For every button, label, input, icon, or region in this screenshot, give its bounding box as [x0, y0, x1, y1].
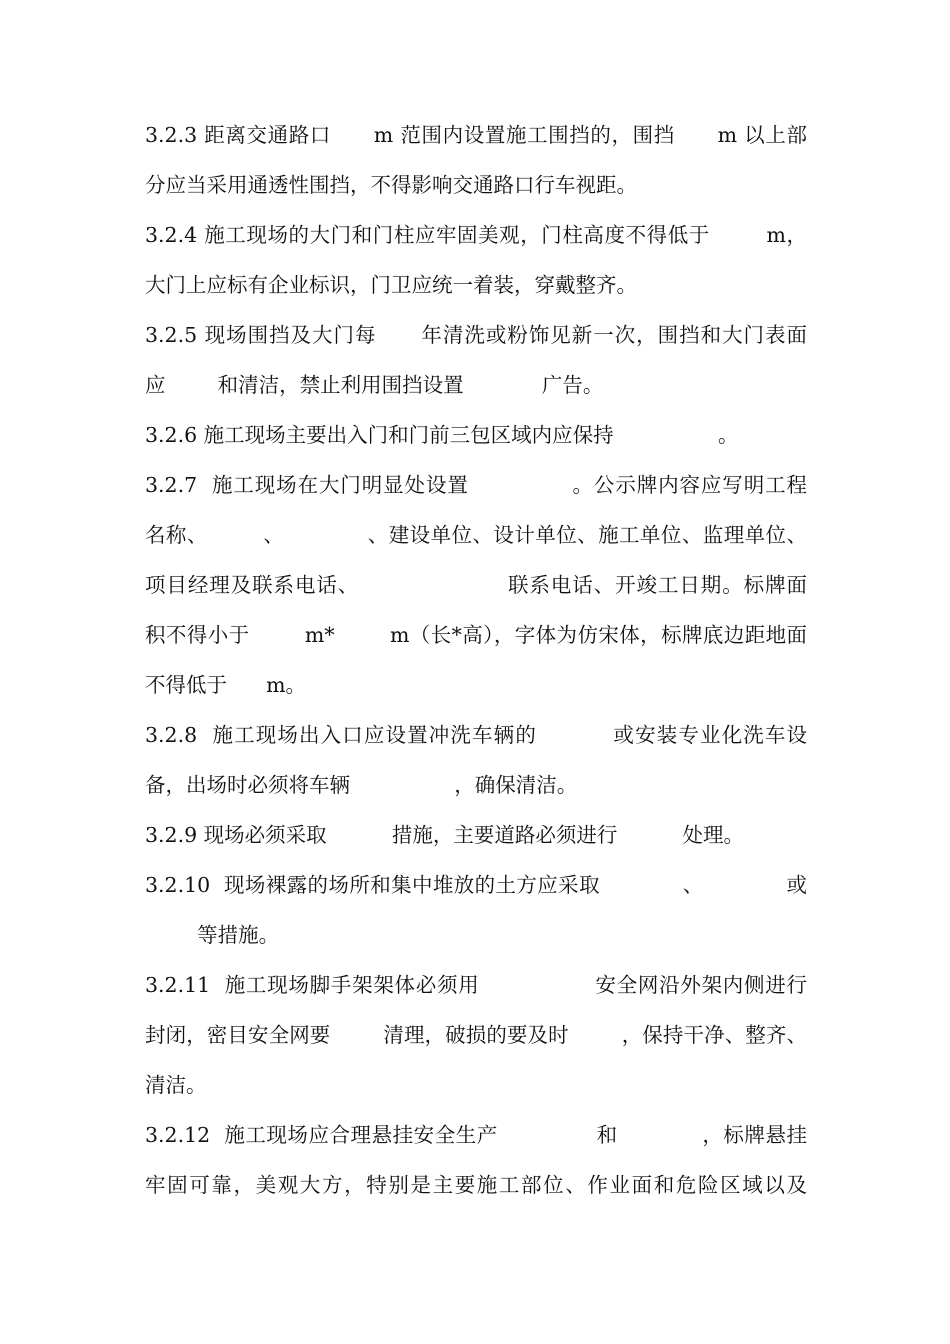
text-line: 3.2.7 施工现场在大门明显处设置 。公示牌内容应写明工程: [145, 473, 807, 497]
text-line: 积不得小于 m* m（长*高），字体为仿宋体，标牌底边距地面: [145, 623, 807, 647]
text-line: 清洁。: [145, 1073, 207, 1097]
text-line: 不得低于 m。: [145, 673, 307, 697]
text-line: 应 和清洁，禁止利用围挡设置 广告。: [145, 373, 604, 397]
text-line: 备，出场时必须将车辆 ，确保清洁。: [145, 773, 578, 797]
text-line: 3.2.6 施工现场主要出入门和门前三包区域内应保持 。: [145, 423, 739, 447]
text-line: 3.2.3 距离交通路口 m 范围内设置施工围挡的，围挡 m 以上部: [145, 123, 807, 147]
text-line: 大门上应标有企业标识，门卫应统一着装，穿戴整齐。: [145, 273, 637, 297]
text-line: 项目经理及联系电话、 联系电话、开竣工日期。标牌面: [145, 573, 807, 597]
text-line: 3.2.8 施工现场出入口应设置冲洗车辆的 或安装专业化洗车设: [145, 723, 807, 747]
text-line: 分应当采用通透性围挡，不得影响交通路口行车视距。: [145, 173, 637, 197]
text-line: 3.2.5 现场围挡及大门每 年清洗或粉饰见新一次，围挡和大门表面: [145, 323, 807, 347]
text-line: 名称、 、 、建设单位、设计单位、施工单位、监理单位、: [145, 523, 807, 547]
text-line: 3.2.10 现场裸露的场所和集中堆放的土方应采取 、 或: [145, 873, 807, 897]
text-line: 3.2.12 施工现场应合理悬挂安全生产 和 ，标牌悬挂: [145, 1123, 807, 1147]
text-line: 等措施。: [145, 923, 280, 947]
text-line: 3.2.11 施工现场脚手架架体必须用 安全网沿外架内侧进行: [145, 973, 807, 997]
text-line: 3.2.9 现场必须采取 措施，主要道路必须进行 处理。: [145, 823, 745, 847]
text-line: 3.2.4 施工现场的大门和门柱应牢固美观，门柱高度不得低于 m，: [145, 223, 807, 247]
text-line: 牢固可靠，美观大方，特别是主要施工部位、作业面和危险区域以及: [145, 1173, 807, 1197]
text-line: 封闭，密目安全网要 清理，破损的要及时 ，保持干净、整齐、: [145, 1023, 807, 1047]
